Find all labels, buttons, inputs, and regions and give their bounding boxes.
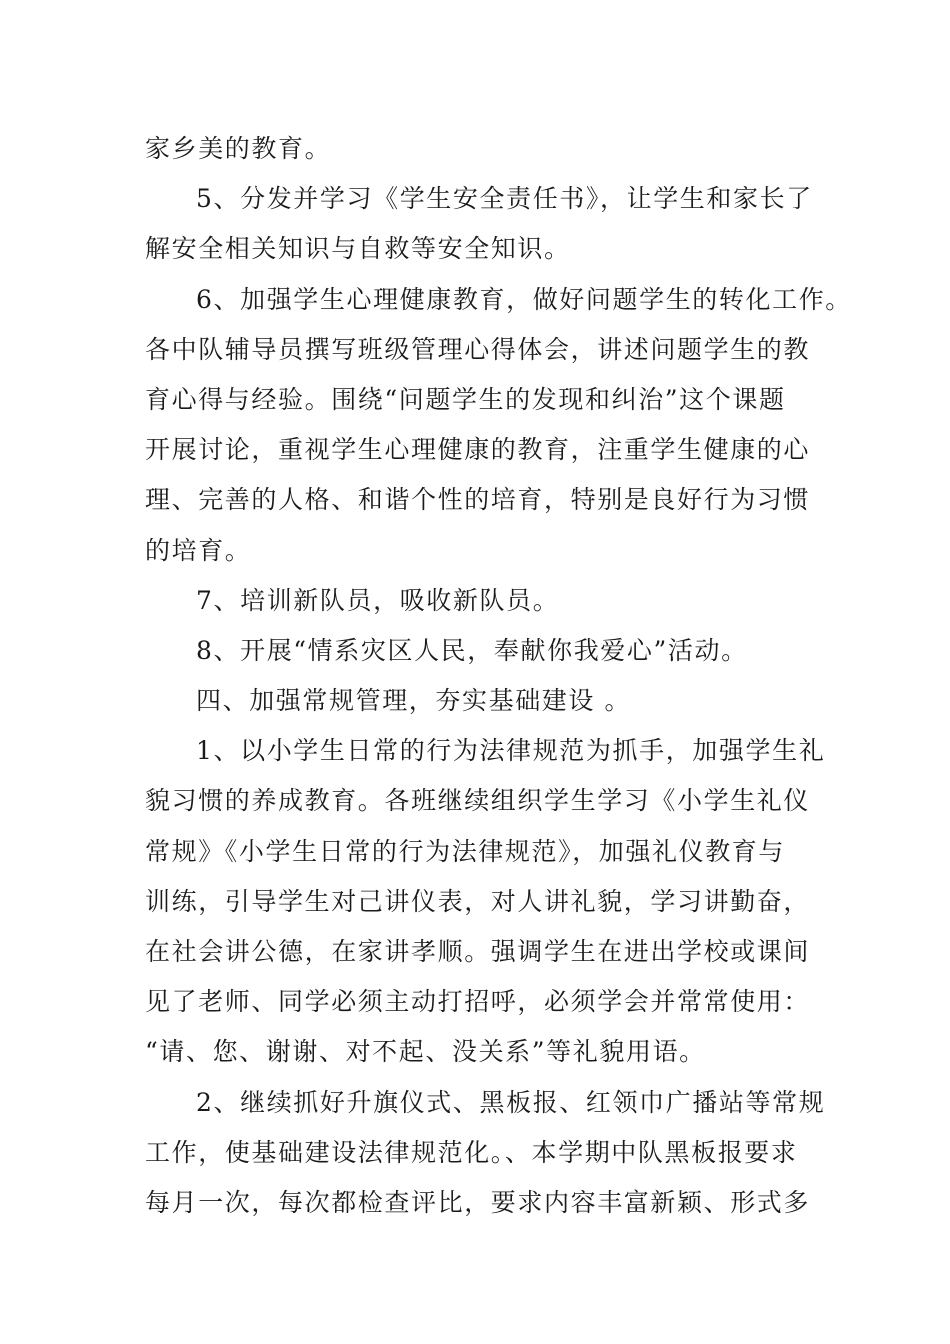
text-line: 1、以小学生日常的行为法律规范为抓手，加强学生礼	[196, 736, 826, 766]
text-line: 貌习惯的养成教育。各班继续组织学生学习《小学生礼仪	[145, 786, 811, 816]
text-line: “请、您、谢谢、对不起、没关系”等礼貌用语。	[145, 1037, 706, 1067]
body-text	[145, 124, 852, 1228]
text-line: 在社会讲公德，在家讲孝顺。强调学生在进出学校或课间	[145, 937, 811, 966]
text-line: 工作，使基础建设法律规范化。、本学期中队黑板报要求	[145, 1137, 798, 1167]
text-line: 理、完善的人格、和谐个性的培育，特别是良好行为习惯	[145, 485, 811, 515]
text-line: 8、开展“情系灾区人民，奉献你我爱心”活动。	[196, 635, 748, 665]
text-line: 见了老师、同学必须主动打招呼，必须学会并常常使用：	[145, 987, 811, 1017]
text-line: 开展讨论，重视学生心理健康的教育，注重学生健康的心	[145, 435, 811, 465]
text-line: 7、培训新队员，吸收新队员。	[196, 585, 560, 615]
section-heading: 四、加强常规管理，夯实基础建设 。	[196, 686, 632, 716]
text-line: 每月一次，每次都检查评比，要求内容丰富新颖、形式多	[145, 1187, 811, 1217]
text-line: 5、分发并学习《学生安全责任书》，让学生和家长了	[196, 184, 813, 214]
text-line: 2、继续抓好升旗仪式、黑板报、红领巾广播站等常规	[196, 1087, 826, 1117]
text-line: 的培育。	[145, 535, 252, 565]
text-line: 6、加强学生心理健康教育，做好问题学生的转化工作。	[196, 284, 852, 314]
text-line: 家乡美的教育。	[145, 134, 332, 163]
text-line: 训练，引导学生对己讲仪表，对人讲礼貌，学习讲勤奋，	[145, 886, 811, 916]
text-line: 各中队辅导员撰写班级管理心得体会，讲述问题学生的教	[145, 334, 811, 364]
text-line: 育心得与经验。围绕“问题学生的发现和纠治”这个课题	[145, 384, 786, 414]
text-line: 常规》《小学生日常的行为法律规范》，加强礼仪教育与	[145, 836, 786, 866]
text-line: 解安全相关知识与自救等安全知识。	[145, 234, 571, 264]
